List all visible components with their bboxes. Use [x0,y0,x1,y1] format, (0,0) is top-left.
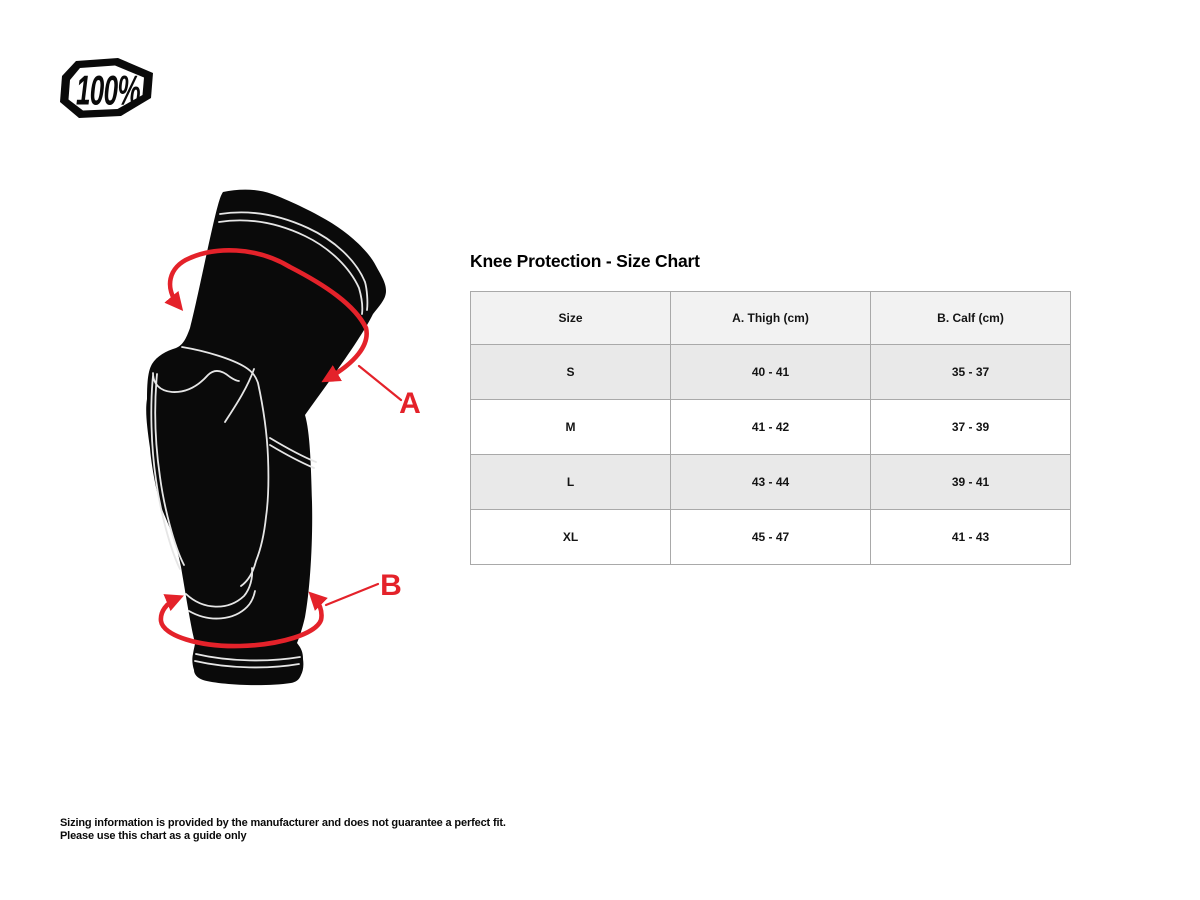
col-header-calf: B. Calf (cm) [871,292,1071,345]
disclaimer-line-1: Sizing information is provided by the manufacturer and does not guarantee a perfect fit. [60,817,506,829]
col-header-size: Size [471,292,671,345]
cell-size: M [471,400,671,455]
table-header-row [471,292,1071,345]
cell-size: L [471,455,671,510]
brand-logo [60,58,154,118]
cell-size: S [471,345,671,400]
size-chart-table [470,291,1071,565]
disclaimer-line-2: Please use this chart as a guide only [60,829,247,842]
measure-label-b: B [380,569,402,602]
knee-pad-diagram [120,170,440,700]
table-row [471,510,1071,565]
cell-thigh: 41 - 42 [671,400,871,455]
label-a-leader-line [359,366,401,400]
size-chart-title: Knee Protection - Size Chart [470,251,700,271]
cell-calf: 41 - 43 [871,510,1071,565]
cell-calf: 37 - 39 [871,400,1071,455]
cell-thigh: 43 - 44 [671,455,871,510]
label-b-leader-line [326,584,378,605]
cell-calf: 35 - 37 [871,345,1071,400]
table-row [471,400,1071,455]
table-row [471,455,1071,510]
cell-thigh: 45 - 47 [671,510,871,565]
measure-label-a: A [399,387,421,420]
sizing-disclaimer [60,817,506,843]
col-header-thigh: A. Thigh (cm) [671,292,871,345]
cell-size: XL [471,510,671,565]
table-row [471,345,1071,400]
cell-thigh: 40 - 41 [671,345,871,400]
cell-calf: 39 - 41 [871,455,1071,510]
brand-logo-text: 100% [75,67,141,115]
